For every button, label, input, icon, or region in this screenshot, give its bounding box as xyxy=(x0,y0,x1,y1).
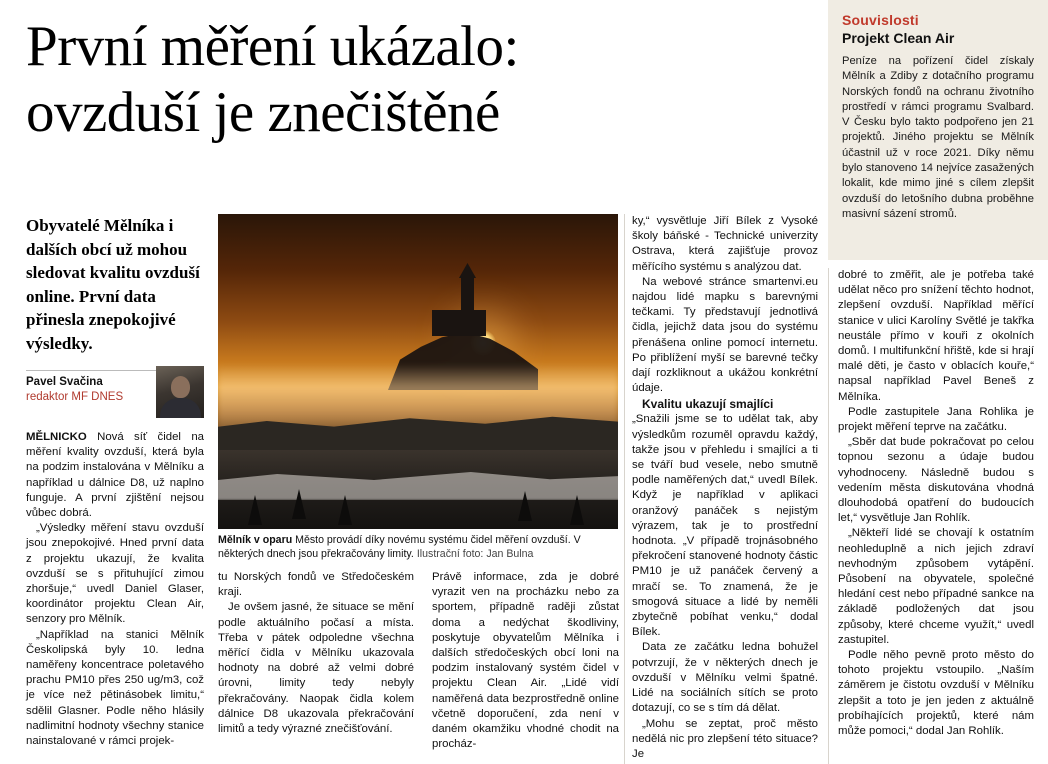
photo-tree xyxy=(570,495,584,525)
paragraph: Je ovšem jasné, že situace se mění podle aktuálního počasí a místa. Třeba v pátek odpoledne všechna měřící čidla v Mělníku ukazovala hodnoty na dobré až velmi dobré úrovni, limity tedy nebyly překračovány. Naopak čidla kolem dálnice D8 ukazovala překračování limitů a tedy výrazné znečišťování. xyxy=(218,601,414,736)
paragraph: „Například na stanici Mělník Českolipská byly 10. ledna naměřeny koncentrace poletavého prachu PM10 přes 250 ug/m3, což je více než pětinásobek limitu,“ sdělil Glasner. Podle něho hlásily nadlimitní hodnoty všechny stanice nainstalované v rámci projek- xyxy=(26,628,204,748)
paragraph: Data ze začátku ledna bohužel potvrzují, že v některých dnech je ovzduší v Mělníku velmi špatné. Lidé na sociálních sítích se proto dotazují, co se s tím dá dělat. xyxy=(632,641,818,715)
dateline: MĚLNICKO xyxy=(26,431,87,443)
page-title xyxy=(26,14,816,146)
body-column-5 xyxy=(838,268,1034,739)
photo-tree xyxy=(518,491,532,521)
headline-line-2: ovzduší je znečištěné xyxy=(26,81,500,144)
column-divider xyxy=(624,214,625,764)
byline xyxy=(26,370,204,420)
body-column-2 xyxy=(218,570,414,737)
section-subheading: Kvalitu ukazují smajlíci xyxy=(642,397,774,412)
sidebar-body: Peníze na pořízení čidel získaly Mělník a Zdiby z dotačního programu Norských fondů na ochranu životního prostředí v rámci programu Svalbard. V Česku bylo takto podpořeno jen 21 projektů. Jiného projektu se Mělník účastnil už v roce 2021. Díky němu bylo stanoveno 14 nejvíce zasažených lokalit, kde mimo jiné s cílem zlepšit ovzduší do letošního dubna proběhne masivní sázení stromů. xyxy=(842,55,1034,220)
paragraph-text: Nová síť čidel na měření kvality ovzduší, která byla na podzim instalována v Mělníku a například u dálnice D8, už naplno funguje. A první zjištění nejsou vůbec dobrá. xyxy=(26,431,204,520)
paragraph: dobré to změřit, ale je potřeba také udělat něco pro snížení těchto hodnot, zlepšení ovzduší. Například měřící stanice v ulici Karolíny Světlé je takřka neustále přímo v kouři z okolních domů. I multifunkční hřiště, kde si hrají malé děti, je často v oblacích kouře,“ napsal například Pavel Beneš z Mělníka. xyxy=(838,269,1034,403)
photo-church xyxy=(432,310,486,336)
photo-tree xyxy=(338,495,352,525)
paragraph: „Výsledky měření stavu ovzduší jsou znepokojivé. Hned první data z projektu ukazují, že kvalita ovzduší se s přituhující zimou zhoršuje,“ uvedl Daniel Glaser, koordinátor projektu Clean Air, senzory pro Mělník. xyxy=(26,522,204,626)
headline-line-1: První měření ukázalo: xyxy=(26,15,519,78)
photo-tree xyxy=(248,495,262,525)
body-column-4 xyxy=(632,214,818,762)
avatar-shoulders xyxy=(160,398,201,418)
photo-tree xyxy=(292,489,306,519)
paragraph: „Mohu se zeptat, proč město nedělá nic pro zlepšení této situace? Je xyxy=(632,717,818,760)
sidebar-related-box xyxy=(828,0,1048,260)
paragraph: Podle zastupitele Jana Rohlika je projekt měření teprve na začátku. xyxy=(838,405,1034,434)
avatar-head xyxy=(171,376,190,398)
paragraph: ky,“ vysvětluje Jiří Bílek z Vysoké školy báňské - Technické univerzity Ostrava, která zajišťuje provoz měřícího systému s analýzou dat. xyxy=(632,215,818,273)
sidebar-kicker: Souvislosti xyxy=(842,12,919,28)
photo-credit: Ilustrační foto: Jan Bulna xyxy=(416,548,534,560)
byline-author-role: redaktor MF DNES xyxy=(26,391,124,403)
sidebar-title: Projekt Clean Air xyxy=(842,30,955,46)
article-lead: Obyvatelé Mělníka i dalších obcí už mohou sledovat kvalitu ovzduší online. První data přinesla znepokojivé výsledky. xyxy=(26,216,200,353)
byline-author-name: Pavel Svačina xyxy=(26,376,103,388)
avatar xyxy=(156,366,204,418)
paragraph: Na webové stránce smartenvi.eu najdou lidé mapku s barevnými tečkami. Ty představují jednotlivá čidla, jejichž data jsou do systému přenášena online pomocí internetu. Po přiblížení myší se barevné tečky dají rozkliknout a ukážou konkrétní údaje. xyxy=(632,275,818,395)
body-column-3 xyxy=(432,570,619,752)
paragraph: Podle něho pevně proto město do tohoto projektu vstoupilo. „Naším záměrem je čistotu ovzduší v Mělníku zlepšit a toto je jen jeden z aktuálně probíhajících projektů, které nám může pomoci,“ dodal Jan Rohlík. xyxy=(838,649,1034,738)
paragraph xyxy=(26,430,204,521)
article-photo xyxy=(218,214,618,529)
paragraph: tu Norských fondů ve Středočeském kraji. xyxy=(218,571,414,599)
body-column-1 xyxy=(26,430,204,749)
paragraph: „Někteří lidé se chovají k ostatním neohleduplně a nich jejich zdraví nevhodným způsobem vytápění. Působení na obyvatele, společné hledání cest nebo případné sankce na základě podložených dat jsou způsoby, které chceme využít,“ uvedl zastupitel. xyxy=(838,527,1034,646)
paragraph: „Snažili jsme se to udělat tak, aby výsledkům rozuměl opravdu každý, takže jsou v přehledu i smajlíci a ti se tváří bud vesele, nebo smutně podle naměřených dat,“ uvedl Bílek. Když je například v aplikaci oranžový panáček s nejistým výrazem, tak je to prostřední hodnota. „V případě trojnásobného překročení stanovené hodnoty částic PM10 je už panáček červený a mračí se. To znamená, že je smogová situace a lidé by neměli zbytečně pobíhat venku,“ dodal Bílek. xyxy=(632,413,818,639)
paragraph: Právě informace, zda je dobré vyrazit ven na procházku nebo za sportem, případně raději zůstat doma a nedýchat škodliviny, poskytuje obyvatelům Mělníka i dalších středočeských obcí loni na podzim instalovaný systém čidel v projektu Clean Air. „Lidé vidí naměřená data bezprostředně online včetně doporučení, zda není v daném okamžiku vhodné chodit na procház- xyxy=(432,571,619,751)
photo-caption-lead: Mělník v oparu xyxy=(218,534,293,546)
photo-church-tower xyxy=(461,276,474,332)
photo-caption-text: Město provádí díky novému systému čidel měření ovzduší. V některých dnech jsou překračovány limity. xyxy=(218,534,581,560)
paragraph: „Sběr dat bude pokračovat po celou topnou sezonu a údaje budou vyhodnoceny. Následně budou s vedením města diskutována vhodná dlouhodobá opatření do budoucích let,“ vysvětluje Jan Rohlík. xyxy=(838,436,1034,525)
column-divider xyxy=(828,268,829,764)
photo-caption xyxy=(218,533,618,561)
